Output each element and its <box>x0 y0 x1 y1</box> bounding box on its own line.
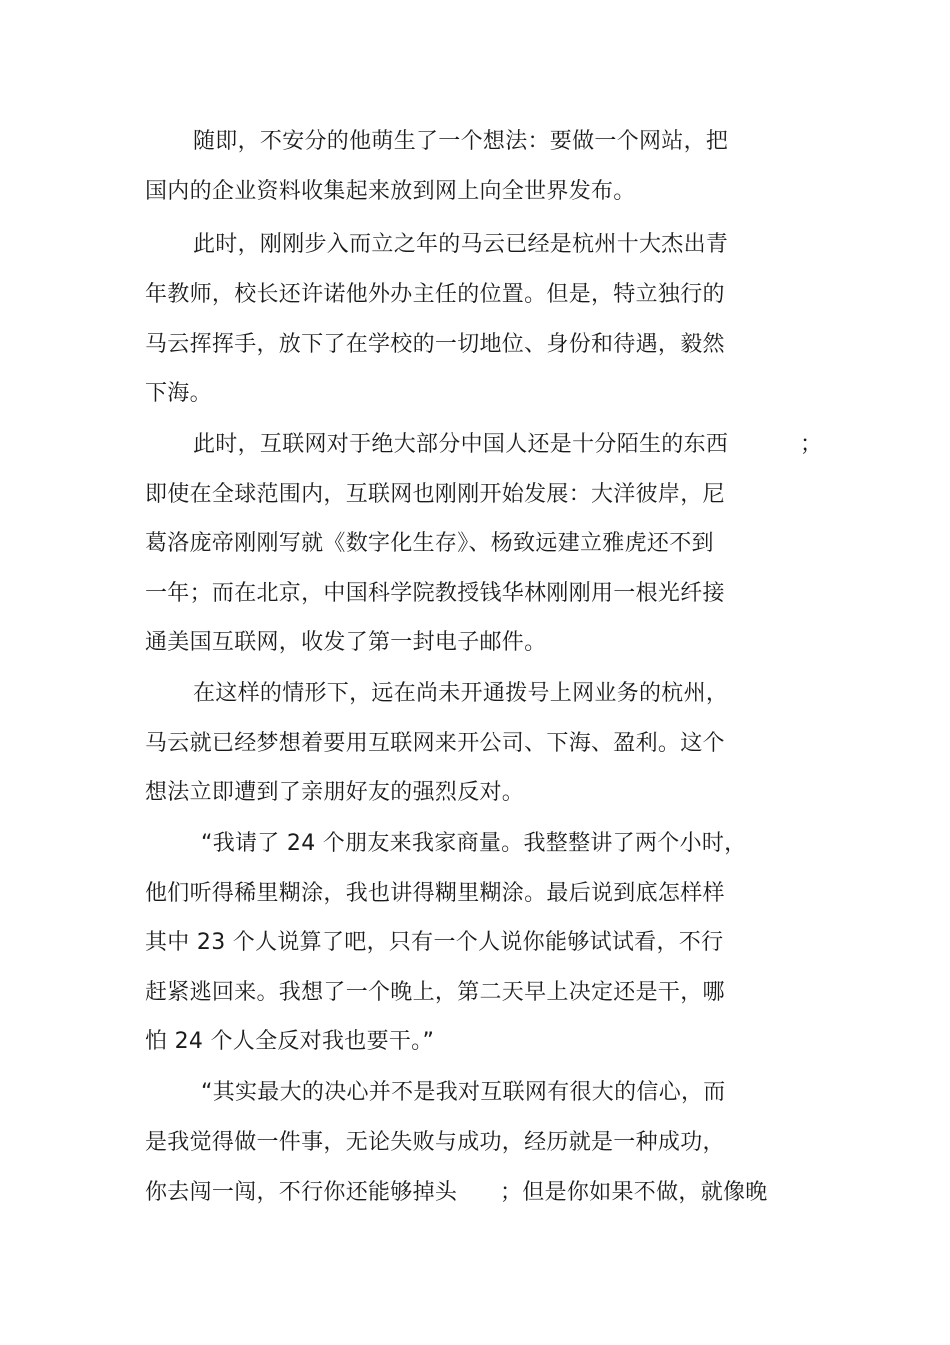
text-line: 赶紧逃回来。我想了一个晚上，第二天早上决定还是干，哪 <box>145 980 725 1005</box>
text-line: ；但是你如果不做，就像晚 <box>500 1180 768 1205</box>
text-line: 在这样的情形下，远在尚未开通拨号上网业务的杭州， <box>193 681 729 706</box>
text-line: 怕 24 个人全反对我也要干。” <box>145 1029 435 1054</box>
text-line: 葛洛庞帝刚刚写就《数字化生存》、杨致远建立雅虎还不到 <box>145 531 714 556</box>
text-line: “我请了 24 个朋友来我家商量。我整整讲了两个小时， <box>201 831 747 856</box>
text-line: 即使在全球范围内，互联网也刚刚开始发展：大洋彼岸，尼 <box>145 482 725 507</box>
text-line: 其中 23 个人说算了吧，只有一个人说你能够试试看，不行 <box>145 930 724 955</box>
text-line: 一年；而在北京，中国科学院教授钱华林刚刚用一根光纤接 <box>145 581 725 606</box>
text-line: 随即，不安分的他萌生了一个想法：要做一个网站，把 <box>193 129 729 154</box>
text-line-trailing-punctuation: ； <box>800 432 823 457</box>
text-line: 下海。 <box>145 381 212 406</box>
text-line: “其实最大的决心并不是我对互联网有很大的信心，而 <box>201 1080 726 1105</box>
text-line: 马云挥挥手，放下了在学校的一切地位、身份和待遇，毅然 <box>145 332 725 357</box>
text-line: 年教师，校长还许诺他外办主任的位置。但是，特立独行的 <box>145 282 725 307</box>
text-line: 他们听得稀里糊涂，我也讲得糊里糊涂。最后说到底怎样样 <box>145 881 725 906</box>
text-line: 你去闯一闯，不行你还能够掉头 <box>145 1180 458 1205</box>
text-line: 是我觉得做一件事，无论失败与成功，经历就是一种成功， <box>145 1130 725 1155</box>
text-line: 此时，互联网对于绝大部分中国人还是十分陌生的东西 <box>193 432 729 457</box>
text-line: 想法立即遭到了亲朋好友的强烈反对。 <box>145 780 525 805</box>
text-line: 通美国互联网，收发了第一封电子邮件。 <box>145 630 547 655</box>
text-line: 马云就已经梦想着要用互联网来开公司、下海、盈利。这个 <box>145 731 725 756</box>
text-line: 此时，刚刚步入而立之年的马云已经是杭州十大杰出青 <box>193 232 729 257</box>
text-line: 国内的企业资料收集起来放到网上向全世界发布。 <box>145 179 636 204</box>
